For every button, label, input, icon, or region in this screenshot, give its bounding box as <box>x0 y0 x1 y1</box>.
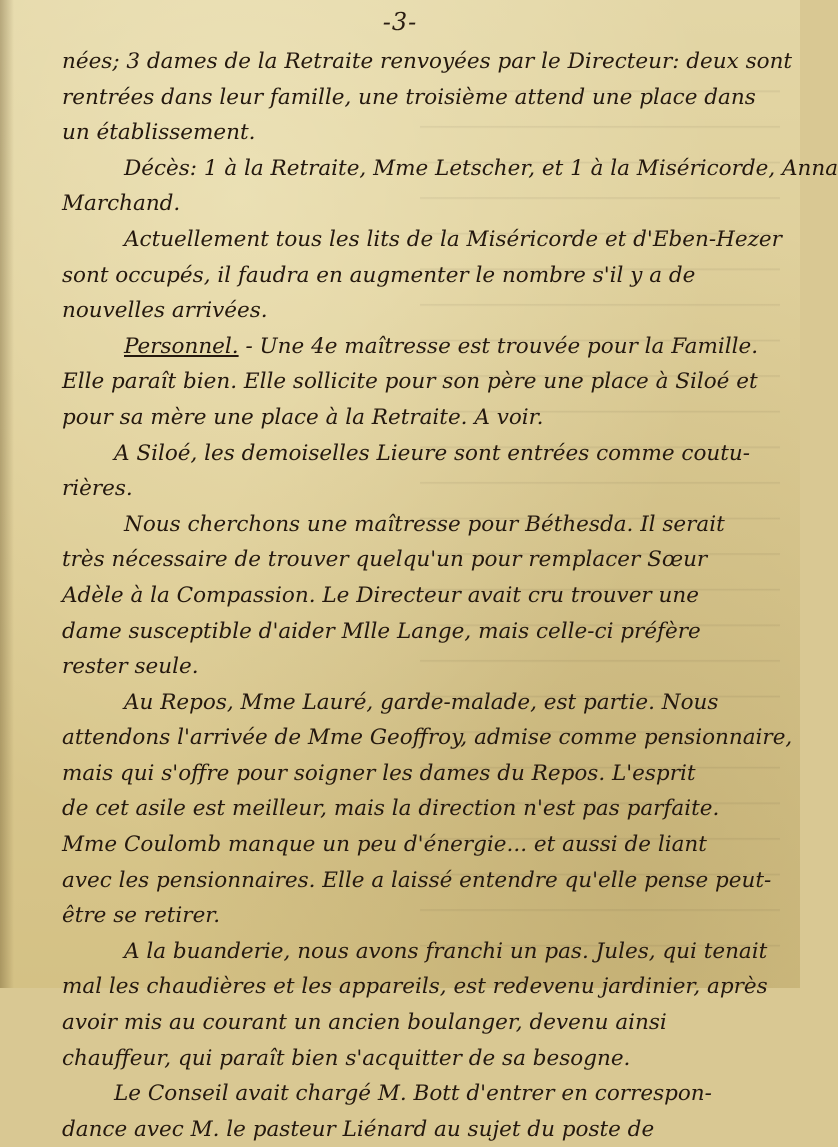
text-line: Actuellement tous les lits de la Miséricorde et d'Eben-Hezer <box>124 226 782 252</box>
text-line: A la buanderie, nous avons franchi un pas. Jules, qui tenait <box>124 938 768 964</box>
text-line: pour sa mère une place à la Retraite. A voir. <box>62 404 544 430</box>
text-line: dance avec M. le pasteur Liénard au sujet du poste de <box>62 1116 655 1142</box>
text-line: Marchand. <box>62 191 181 217</box>
page-edge-shadow <box>0 0 14 988</box>
section-heading-personnel: Personnel. <box>124 333 239 359</box>
text-line: sont occupés, il faudra en augmenter le nombre s'il y a de <box>62 262 696 288</box>
text-line: avoir mis au courant un ancien boulanger, devenu ainsi <box>62 1010 667 1036</box>
text-line: être se retirer. <box>62 903 221 929</box>
text-line: rester seule. <box>62 654 199 680</box>
text-line: un établissement. <box>62 120 256 146</box>
text-line: rières. <box>62 476 133 502</box>
text-line: Le Conseil avait chargé M. Bott d'entrer en correspon- <box>114 1081 712 1107</box>
text-line: mais qui s'offre pour soigner les dames du Repos. L'esprit <box>62 760 696 786</box>
text-line: mal les chaudières et les appareils, est redevenu jardinier, après <box>62 974 768 1000</box>
text-line: avec les pensionnaires. Elle a laissé entendre qu'elle pense peut- <box>62 867 772 893</box>
text-line: de cet asile est meilleur, mais la direction n'est pas parfaite. <box>62 796 720 822</box>
text-line: chauffeur, qui paraît bien s'acquitter de sa besogne. <box>62 1045 631 1071</box>
text-line: très nécessaire de trouver quelqu'un pour remplacer Sœur <box>62 547 708 573</box>
text-line: rentrées dans leur famille, une troisième attend une place dans <box>62 84 756 110</box>
text-line: dame susceptible d'aider Mlle Lange, mais celle-ci préfère <box>62 618 701 644</box>
text-line: Nous cherchons une maîtresse pour Béthesda. Il serait <box>124 511 725 537</box>
text-line-continuation: - Une 4e maîtresse est trouvée pour la Famille. <box>238 333 759 359</box>
page-number: -3- <box>382 8 418 36</box>
text-line <box>62 329 762 365</box>
text-line: Elle paraît bien. Elle sollicite pour son père une place à Siloé et <box>62 369 758 395</box>
text-line: Au Repos, Mme Lauré, garde-malade, est partie. Nous <box>124 689 719 715</box>
text-line: Adèle à la Compassion. Le Directeur avait cru trouver une <box>62 582 699 608</box>
text-line: Mme Coulomb manque un peu d'énergie... et aussi de liant <box>62 832 707 858</box>
text-line: nées; 3 dames de la Retraite renvoyées par le Directeur: deux sont <box>62 49 793 74</box>
text-line: Décès: 1 à la Retraite, Mme Letscher, et 1 à la Miséricorde, Anna <box>124 155 838 181</box>
text-line: nouvelles arrivées. <box>62 298 268 324</box>
handwritten-text <box>62 44 838 1147</box>
text-line: attendons l'arrivée de Mme Geoffroy, admise comme pensionnaire, <box>62 725 793 751</box>
text-line: A Siloé, les demoiselles Lieure sont entrées comme coutu- <box>114 440 751 466</box>
